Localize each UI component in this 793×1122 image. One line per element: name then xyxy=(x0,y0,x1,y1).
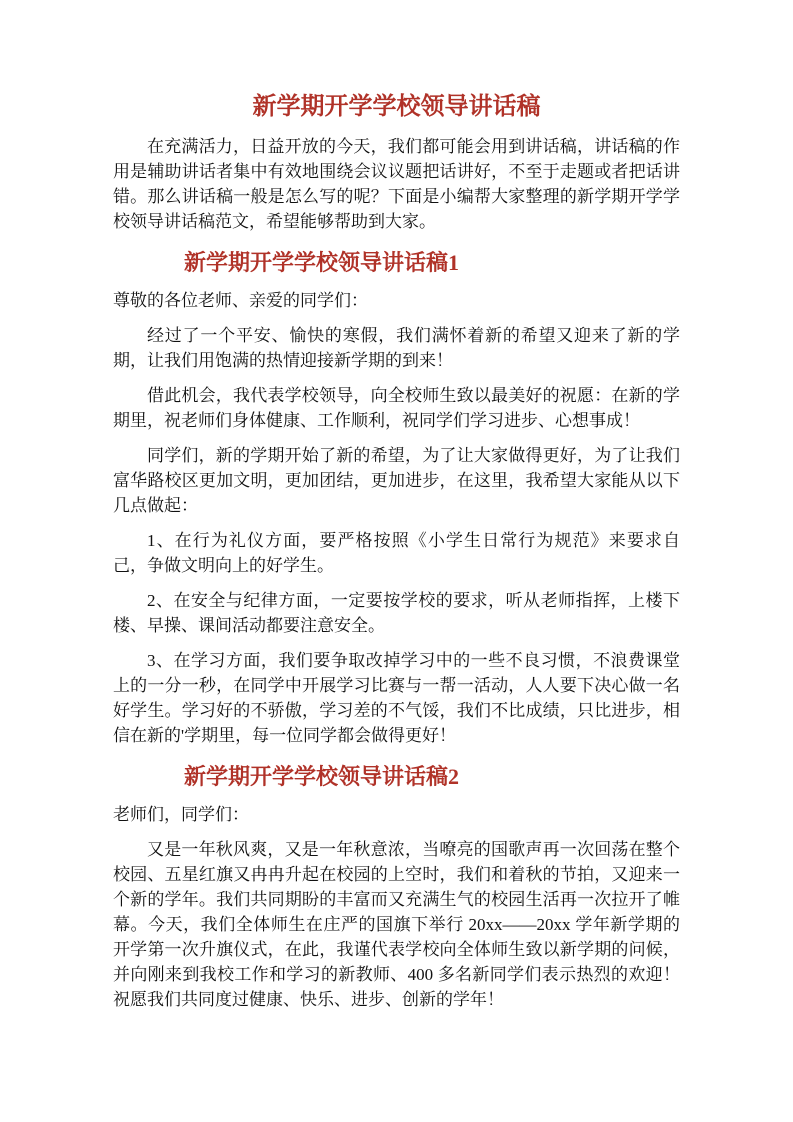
section-1-list-item-2: 2、在安全与纪律方面，一定要按学校的要求，听从老师指挥，上楼下楼、早操、课间活动都要注意安全。 xyxy=(113,591,680,635)
document-title: 新学期开学学校领导讲话稿 xyxy=(252,94,541,120)
section-1-paragraph-2: 借此机会，我代表学校领导，向全校师生致以最美好的祝愿：在新的学期里，祝老师们身体健康、工作顺利，祝同学们学习进步、心想事成！ xyxy=(113,386,680,430)
section-2-paragraph-1: 又是一年秋风爽，又是一年秋意浓，当嘹亮的国歌声再一次回荡在整个校园、五星红旗又冉冉升起在校园的上空时，我们和着秋的节拍，又迎来一个新的学年。我们共同期盼的丰富而又充满生气的校园生活再一次拉开了帷幕。今天，我们全体师生在庄严的国旗下举行 20xx——20xx 学年新学期的开学第一次升旗仪式，在此，我谨代表学校向全体师生致以新学期的问候，并向刚来到我校工作和学习的新教师、400 多名新同学们表示热烈的欢迎！祝愿我们共同度过健康、快乐、进步、创新的学年！ xyxy=(113,840,680,1009)
section-2-heading: 新学期开学学校领导讲话稿2 xyxy=(183,764,459,789)
intro-paragraph: 在充满活力，日益开放的今天，我们都可能会用到讲话稿，讲话稿的作用是辅助讲话者集中有效地围绕会议议题把话讲好，不至于走题或者把话讲错。那么讲话稿一般是怎么写的呢？下面是小编帮大家整理的新学期开学学校领导讲话稿范文，希望能够帮助到大家。 xyxy=(113,137,680,231)
section-1-heading: 新学期开学学校领导讲话稿1 xyxy=(183,250,459,275)
section-1-list-item-1: 1、在行为礼仪方面，要严格按照《小学生日常行为规范》来要求自己，争做文明向上的好学生。 xyxy=(113,531,680,575)
section-1-salutation: 尊敬的各位老师、亲爱的同学们： xyxy=(113,291,368,310)
section-1-list-item-3: 3、在学习方面，我们要争取改掉学习中的一些不良习惯，不浪费课堂上的一分一秒，在同学中开展学习比赛与一帮一活动，人人要下决心做一名好学生。学习好的不骄傲，学习差的不气馁，我们不比成绩，只比进步，相信在新的'学期里，每一位同学都会做得更好！ xyxy=(113,651,680,745)
section-1-paragraph-3: 同学们，新的学期开始了新的希望，为了让大家做得更好，为了让我们富华路校区更加文明，更加团结，更加进步，在这里，我希望大家能从以下几点做起： xyxy=(113,446,680,515)
section-1-paragraph-1: 经过了一个平安、愉快的寒假，我们满怀着新的希望又迎来了新的学期，让我们用饱满的热情迎接新学期的到来！ xyxy=(113,326,680,370)
section-2-salutation: 老师们，同学们： xyxy=(113,805,249,824)
